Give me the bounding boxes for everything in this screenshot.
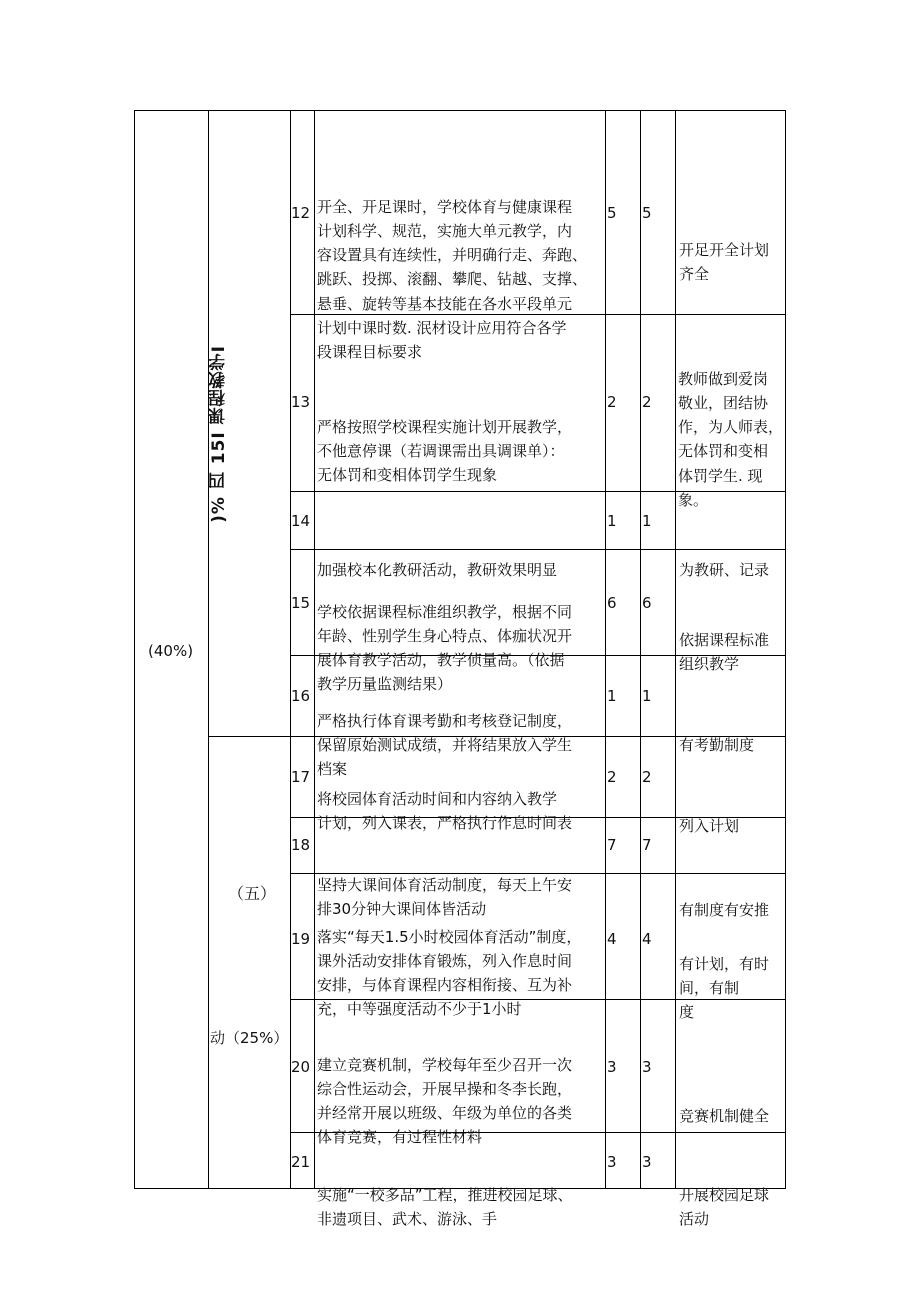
row-no: 18 xyxy=(291,836,311,854)
row-got: 2 xyxy=(642,393,652,411)
row-content: 将校园体育活动时间和内容纳入教学 计划，列入课表，严格执行作息时间表 xyxy=(317,789,573,832)
category-five-label: （五） xyxy=(228,884,277,903)
row-no: 19 xyxy=(291,930,311,948)
row-content: 加强校本化教研活动，教研效果明显 xyxy=(317,560,558,579)
row-got: 1 xyxy=(642,687,652,705)
row-content: 严格执行体育课考勤和考核登记制度， 保留原始测试成绩，并将结果放入学生 档案 xyxy=(317,711,573,779)
row-score: 1 xyxy=(607,512,617,530)
row-content: 严格按照学校课程实施计划开展教学， 不他意停课（若调课需出具调课单）： 无体罚和变相体罚学生现象 xyxy=(317,417,573,485)
row-got: 3 xyxy=(642,1153,652,1171)
row-remark: 为教研、记录 xyxy=(679,560,770,579)
row-content: 建立竞赛机制，学校每年至少召开一次 综合性运动会，开展早操和冬李长跑， 并经常开展以班级、年级为单位的各类 体育竞赛，有过程性材料 xyxy=(317,1055,573,1147)
row-got: 7 xyxy=(642,836,652,854)
row-score: 5 xyxy=(607,204,617,222)
row-got: 5 xyxy=(642,204,652,222)
row-remark: 开足开全计划 齐全 xyxy=(679,240,770,283)
row-score: 3 xyxy=(607,1153,617,1171)
row-got: 2 xyxy=(642,768,652,786)
row-score: 7 xyxy=(607,836,617,854)
row-remark: 列入计划 xyxy=(679,816,740,835)
row-remark: 有制度有安推 xyxy=(679,900,770,919)
row-got: 3 xyxy=(642,1058,652,1076)
row-no: 13 xyxy=(291,393,311,411)
category-activity-weight: 动（25%） xyxy=(210,1029,289,1047)
row-content: 实施“一校多品”工程，推进校园足球、 非遗项目、武术、游泳、手 xyxy=(317,1185,573,1228)
row-no: 15 xyxy=(291,594,311,612)
row-got: 4 xyxy=(642,930,652,948)
row-content: 学校依据课程标准组织教学，根据不同 年龄、性别学生身心特点、体痂状况开 展体育教学活动，教学侦量高。（依据 教学历量监测结果） xyxy=(317,602,573,694)
row-remark: 竞赛机制健全 xyxy=(679,1106,770,1125)
row-remark: 有计划，有时 间，有制 度 xyxy=(679,954,770,1022)
row-score: 6 xyxy=(607,594,617,612)
row-remark: 教师做到爱岗 敬业，团结协 作，为人师表， 无体罚和变相 体罚学生. 现 象。 xyxy=(678,369,784,510)
category-course-teaching: )% 四 15I 课程教学I xyxy=(209,345,229,523)
row-no: 20 xyxy=(291,1058,311,1076)
row-score: 1 xyxy=(607,687,617,705)
row-got: 1 xyxy=(642,512,652,530)
row-got: 6 xyxy=(642,594,652,612)
row-remark: 开展校园足球 活动 xyxy=(679,1185,770,1228)
row-no: 17 xyxy=(291,768,311,786)
row-remark: 有考勤制度 xyxy=(679,735,755,754)
row-no: 12 xyxy=(291,204,311,222)
row-no: 14 xyxy=(291,512,311,530)
row-score: 2 xyxy=(607,393,617,411)
weight-label: (40%) xyxy=(148,642,194,660)
row-score: 2 xyxy=(607,768,617,786)
row-content: 落实“每天1.5小时校园体育活动”制度， 课外活动安排体育锻炼，列入作息时间 安排，与体育课程内容相衔接、互为补 充，中等强度活动不少于1小时 xyxy=(317,927,582,1019)
row-remark: 依据课程标准 组织教学 xyxy=(679,630,770,673)
row-score: 4 xyxy=(607,930,617,948)
row-content: 开全、开足课时，学校体育与健康课程 计划科学、规范，实施大单元教学，内 容设置具有连续性，并明确行走、奔跑、 跳跃、投掷、滚翻、攀爬、钻越、支撑、 悬垂、旋转等基本技能在各水平段单元 计划中课时数. 泯材设计应用符合各学 段课程目标要求 xyxy=(317,197,588,362)
row-score: 3 xyxy=(607,1058,617,1076)
row-no: 21 xyxy=(291,1153,311,1171)
row-no: 16 xyxy=(291,687,311,705)
row-content: 坚持大课间体育活动制度，每天上午安 排30分钟大课间体皆活动 xyxy=(317,875,573,918)
